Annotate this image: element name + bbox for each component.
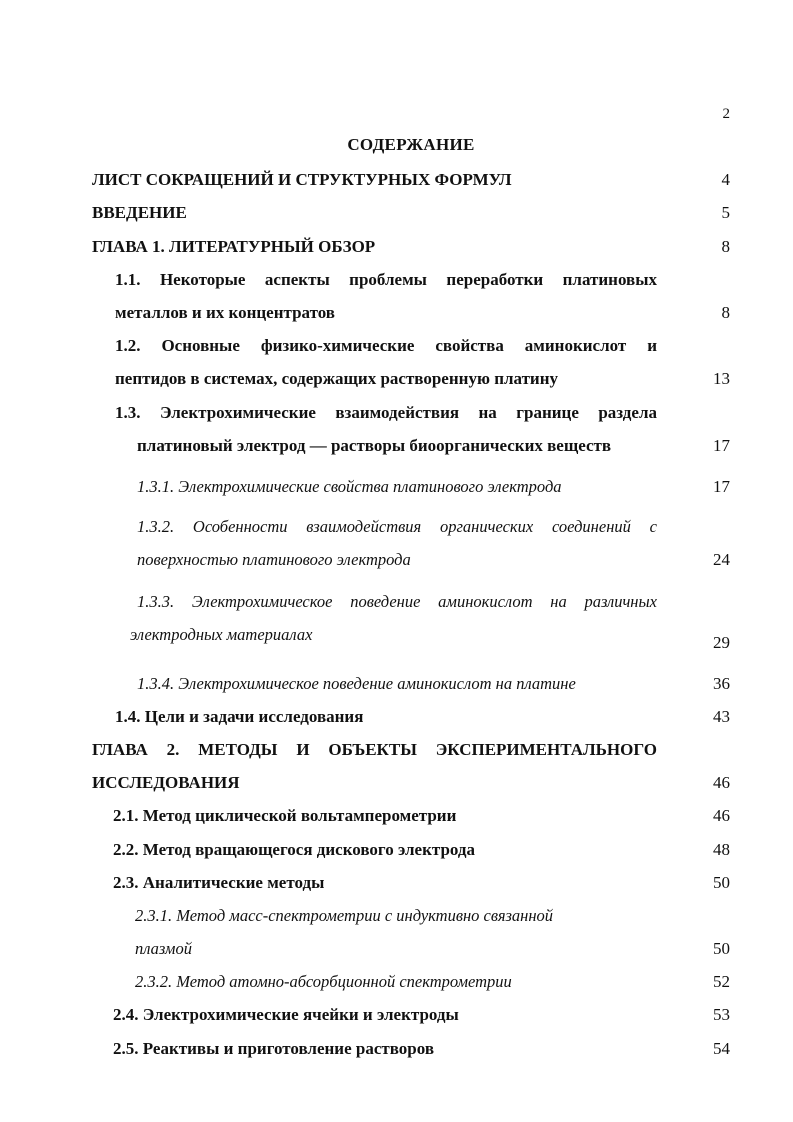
toc-entry-page: 17 [713,436,730,455]
toc-entry-title-line1: 1.3.3. Электрохимическое поведение аминокислот на различных [137,592,657,611]
toc-entry[interactable] [0,1039,793,1063]
toc-entry-title: 2.3. Аналитические методы [113,873,325,892]
toc-entry-page: 43 [713,707,730,726]
toc-entry[interactable] [0,674,793,698]
toc-entry-title-line2: пептидов в системах, содержащих растворенную платину [115,369,559,388]
toc-entry-page: 50 [713,873,730,892]
toc-entry-title: 1.3.1. Электрохимические свойства платинового электрода [137,477,562,496]
toc-heading: СОДЕРЖАНИЕ [347,135,475,154]
toc-entry[interactable] [0,203,793,227]
toc-entry-page: 24 [713,550,730,569]
toc-entry[interactable] [0,477,793,501]
toc-entry-page: 4 [721,170,730,189]
toc-entry-title-line2: металлов и их концентратов [115,303,335,322]
toc-entry-page: 8 [721,237,730,256]
toc-entry-page: 46 [713,773,730,792]
toc-entry-title: 2.3.2. Метод атомно-абсорбционной спектрометрии [135,972,512,991]
page-number: 2 [722,106,730,122]
toc-entry-page: 13 [713,369,730,388]
toc-entry-page: 48 [713,840,730,859]
toc-entry-title: ВВЕДЕНИЕ [92,203,187,222]
toc-entry-title-line1: 1.3. Электрохимические взаимодействия на границе раздела [115,403,657,422]
toc-entry-title-line2: платиновый электрод — растворы биоорганических веществ [137,436,612,455]
toc-entry[interactable] [0,237,793,261]
toc-entry-page: 54 [713,1039,730,1058]
toc-entry-page: 36 [713,674,730,693]
toc-entry-title-line2: ИССЛЕДОВАНИЯ [92,773,240,792]
toc-entry-title-line2: электродных материалах [130,625,313,644]
toc-entry-title: 1.4. Цели и задачи исследования [115,707,364,726]
toc-entry-page: 17 [713,477,730,496]
toc-entry-title-line1: ГЛАВА 2. МЕТОДЫ И ОБЪЕКТЫ ЭКСПЕРИМЕНТАЛЬНОГО [92,740,657,759]
toc-entry[interactable] [0,707,793,731]
toc-entry-title: 2.1. Метод циклической вольтамперометрии [113,806,457,825]
toc-entry-page: 46 [713,806,730,825]
toc-entry-title-line1: 1.1. Некоторые аспекты проблемы переработки платиновых [115,270,657,289]
toc-entry-title-line1: 1.2. Основные физико-химические свойства аминокислот и [115,336,657,355]
toc-entry-page: 53 [713,1005,730,1024]
toc-entry-title: ЛИСТ СОКРАЩЕНИЙ И СТРУКТУРНЫХ ФОРМУЛ [92,170,512,189]
toc-entry-title-line1: 1.3.2. Особенности взаимодействия органических соединений с [137,517,657,536]
toc-entry-title-line1: 2.3.1. Метод масс-спектрометрии с индуктивно связанной [135,906,554,925]
toc-entry-page: 29 [713,633,730,652]
toc-entry-title: 2.5. Реактивы и приготовление растворов [113,1039,435,1058]
toc-entry-title: 2.2. Метод вращающегося дискового электрода [113,840,476,859]
toc-entry[interactable] [0,873,793,897]
toc-entry-page: 5 [721,203,730,222]
toc-entry-title-line2: плазмой [135,939,192,958]
toc-entry-page: 52 [713,972,730,991]
toc-entry-title: ГЛАВА 1. ЛИТЕРАТУРНЫЙ ОБЗОР [92,237,376,256]
toc-entry[interactable] [0,1005,793,1029]
toc-entry[interactable] [0,806,793,830]
toc-entry[interactable] [0,840,793,864]
toc-entry-title: 2.4. Электрохимические ячейки и электроды [113,1005,459,1024]
toc-entry[interactable] [0,170,793,194]
toc-entry-title-line2: поверхностью платинового электрода [137,550,411,569]
toc-entry-page: 50 [713,939,730,958]
toc-entry-title: 1.3.4. Электрохимическое поведение аминокислот на платине [137,674,576,693]
toc-entry[interactable] [0,972,793,996]
toc-entry-page: 8 [721,303,730,322]
